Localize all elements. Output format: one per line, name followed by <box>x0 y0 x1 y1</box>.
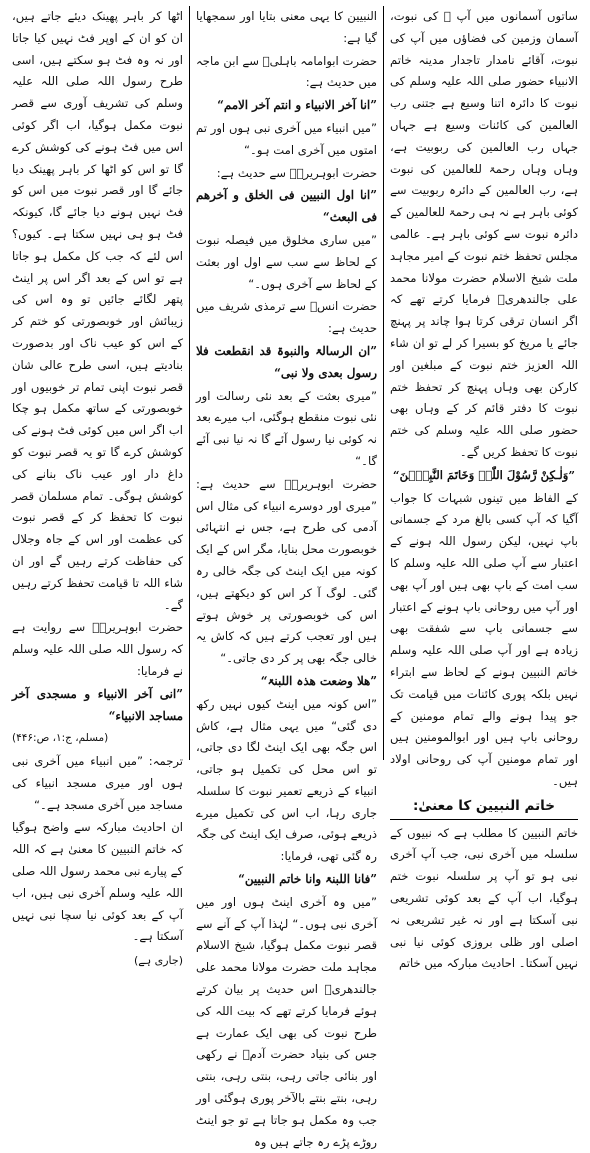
paragraph: اٹھا کر باہر پھینک دیئے جاتے ہیں، ان کو ان کے اوپر فٹ نہیں کیا جاتا اور نہ وہ فٹ ہو سکتے ہیں، اسی طرح رسول اللہ صلی اللہ علیہ وسلم کی تشریف آوری سے قصر نبوت مکمل ہوگیا، اب اگر کوئی اس میں فٹ ہونے کی کوشش کرے گا تو اس کو اٹھا کر باہر پھینک دیا جائے گا اور قصر نبوت میں اس کو فٹ نہیں ہونے دیا جائے گا، کیونکہ فٹ ہو ہی نہیں سکتا ہے۔ کیوں؟ اس لئے کہ جب کل مکمل ہو جاتا ہے تو اس کے بعد اگر اس پر اینٹ پتھر لگائے جائیں تو وہ اس کی زیبائش اور خوبصورتی کو ختم کر کے اس کو عیب ناک اور بدصورت بنادیتے ہیں، اسی طرح عالی شان قصر نبوت اپنی تمام تر خوبیوں اور خوبصورتی کے ساتھ مکمل ہو چکا اب اگر اس میں کوئی فٹ ہونے کی کوشش کرے گا تو یہ قصر نبوت کو داغ دار اور عیب ناک بنانے کی کوشش ہوگی۔ تمام مسلمان قصر نبوت کا تحفظ کر کے قصر نبوت کی عظمت اور اس کے جاہ وجلال کی حفاظت کرتے رہیں گے اور ان شاء اللہ تا قیامت تحفظ کرتے رہیں گے۔ <box>12 9 183 612</box>
paragraph: ”میں وہ آخری اینٹ ہوں اور میں آخری نبی ہوں۔“ لہٰذا آپ کے آنے سے قصر نبوت مکمل ہوگیا، شیخ الاسلام مجاہد ملت حضرت مولانا محمد علی جالندھریؒ اس حدیث پر بیان کرتے ہوئے فرمایا کرتے تھے کہ بیت اللہ کی طرح نبوت کی بھی ایک عمارت ہے جس کی بنیاد حضرت آدمؑ نے رکھی اور بنائی جاتی رہی، بنتی رہی، بنتی رہی، بنتے بنتے بالآخر پوری ہوگئی اور جب وہ مکمل ہو جاتا ہے تو جو اینٹ روڑے پڑے رہ جاتے ہیں وہ <box>196 894 377 1149</box>
continued-label: (جاری ہے) <box>133 954 183 968</box>
quranic-verse: ”وَلٰـکِنْ رَّسُوْلَ اللّٰہِ وَخَاتَمَ النَّبِیّٖنَ“ <box>392 467 576 482</box>
hadith-arabic: ”انا اول النبیین فی الخلق و آخرھم فی البعث“ <box>196 188 377 225</box>
paragraph: حضرت ابوامامہ باہلیؓ سے ابن ماجہ میں حدیث ہے: <box>196 53 377 90</box>
section-heading: خاتم النبیین کا معنیٰ: <box>413 797 555 814</box>
paragraph: ساتوں آسمانوں میں آپ ؐ کی نبوت، آسمان وزمین کی فضاؤں میں آپ کی نبوت، آقائے نامدار تاجدار مدینہ خاتم الانبیاء حضور صلی اللہ علیہ وسلم کی نبوت کا دائرہ اتنا وسیع ہے جتنی رب العالمین کی کائنات وسیع ہے جہاں جہاں رب العالمین کی ربوبیت ہے، وہاں وہاں رحمۃ للعالمین کی نبوت ہے، رب العالمین کے دائرہ ربوبیت سے کوئی باہر ہے نہ ہی رحمۃ للعالمین کے دائرہ نبوت سے کوئی باہر ہے۔ عالمی مجلس تحفظ ختم نبوت کے امیر مجاہد ملت شیخ الاسلام حضرت مولانا محمد علی جالندھریؒ فرمایا کرتے تھے کہ اگر انسان ترقی کرتا ہوا چاند پر پہنچ جائے یا مریخ کو بسیرا کر لے تو ان شاء اللہ العزیز ختم نبوت کے مبلغین اور کارکن بھی وہاں پہنچ کر تحفظ ختم نبوت کا دفتر قائم کر کے وہاں بھی حضور صلی اللہ علیہ وسلم کی ختم نبوت کا تحفظ کریں گے۔ <box>390 9 578 459</box>
paragraph: ”میں ساری مخلوق میں فیصلہ نبوت کے لحاظ سے سب سے اول اور بعثت کے لحاظ سے آخری ہوں۔“ <box>196 232 377 291</box>
paragraph: ”میری بعثت کے بعد نئی رسالت اور نئی نبوت منقطع ہوگئی، اب میرے بعد نہ کوئی نیا رسول آئے گا نہ نیا نبی آئے گا۔“ <box>196 388 377 468</box>
paragraph: ترجمہ: ”میں انبیاء میں آخری نبی ہوں اور میری مسجد انبیاء کی مساجد میں آخری مسجد ہے۔“ <box>12 754 183 812</box>
paragraph: ان احادیث مبارکہ سے واضح ہوگیا کہ خاتم النبیین کا معنیٰ ہے کہ اللہ کے پیارے نبی محمد رسول اللہ صلی اللہ علیہ وسلم آخری نبی ہیں، اب آپ کے بعد کوئی نیا سچا نبی نہیں آسکتا ہے۔ <box>12 820 183 944</box>
paragraph: حضرت ابوہریرہؓ سے حدیث ہے: ”میری اور دوسرے انبیاء کی مثال اس آدمی کی طرح ہے، جس نے انتہائی خوبصورت محل بنایا، مگر اس کے ایک کونہ میں ایک اینٹ کی جگہ خالی رہ گئی۔ لوگ آ کر اس کو دیکھتے ہیں، اس کی خوبصورتی پر خوش ہوتے ہیں اور تعجب کرتے ہیں کہ کاش یہ خالی جگہ بھی پر کر دی جاتی۔“ <box>196 476 377 666</box>
paragraph: ”میں انبیاء میں آخری نبی ہوں اور تم امتوں میں آخری امت ہو۔“ <box>196 120 377 157</box>
hadith-arabic: ”ان الرسالۃ والنبوۃ قد انقطعت فلا رسول بعدی ولا نبی“ <box>196 343 377 380</box>
column-right <box>384 6 584 971</box>
hadith-arabic: ”انا آخر الانبیاء و انتم آخر الامم“ <box>217 98 377 113</box>
paragraph: حضرت ابوہریرہؓ سے روایت ہے کہ رسول اللہ صلی اللہ علیہ وسلم نے فرمایا: <box>12 620 183 678</box>
paragraph: حضرت ابوہریرہؓ سے حدیث ہے: <box>216 165 377 180</box>
heading-underline <box>390 819 578 820</box>
hadith-reference: (مسلم، ج:۱، ص:۴۴۶) <box>12 732 109 745</box>
paragraph: کے الفاظ میں تینوں شبہات کا جواب آگیا کہ آپ کسی بالغ مرد کے جسمانی باپ نہیں، لیکن رسول اللہ ہونے کے اعتبار سے آپ صلی اللہ علیہ وسلم کا سب امت کے باپ بھی ہیں اور آپ بھی اور آپ میں روحانی باپ ہونے کے اعتبار سے جسمانی باپ سے شفقت بھی زیادہ ہے اور آپ صلی اللہ علیہ وسلم خاتم النبیین ہونے کے لحاظ سے ابتراء نہیں بلکہ پوری کائنات میں قیامت تک جو پیدا ہونے والے تمام مومنین کے روحانی باپ ہیں اور ابوالمومنین ہیں اور تمام مومنین آپ کی روحانی اولاد ہیں۔ <box>390 490 578 788</box>
paragraph: حضرت انسؓ سے ترمذی شریف میں حدیث ہے: <box>196 299 377 336</box>
column-left <box>6 6 189 968</box>
hadith-arabic: ”فانا اللبنۃ وانا خاتم النبیین“ <box>238 872 377 887</box>
hadith-arabic: ”انی آخر الانبیاء و مسجدی آخر مساجد الانبیاء“ <box>12 686 183 723</box>
paragraph: ”اس کونہ میں اینٹ کیوں نہیں رکھ دی گئی“ میں یہی مثال ہے، کاش اس جگہ بھی ایک اینٹ لگا دی جاتی، تو اس محل کی تکمیل ہو جاتی، انبیاء کے ذریعے تعمیر نبوت کا سلسلہ جاری رہا، اب اس کی تکمیل میرے ذریعے ہوئی، صرف ایک اینٹ کی جگہ رہ گئی تھی، فرمایا: <box>196 696 377 864</box>
hadith-arabic: ”ھلا وضعت ھذہ اللبنۃ“ <box>260 673 377 688</box>
column-middle <box>189 6 384 1149</box>
paragraph: خاتم النبیین کا مطلب ہے کہ نبیوں کے سلسلہ میں آخری نبی، جب آپ آخری نبی ہو تو آپ پر سلسلہ نبوت ختم ہوگیا، اب آپ کے بعد کوئی تشریعی نبی آسکتا ہے اور نہ غیر تشریعی نہ اصلی اور ظلی بروزی کوئی نیا نبی نہیں آسکتا۔ احادیث مبارکہ میں خاتم <box>390 825 578 971</box>
paragraph: النبیین کا یہی معنی بتایا اور سمجھایا گیا ہے: <box>196 9 377 45</box>
